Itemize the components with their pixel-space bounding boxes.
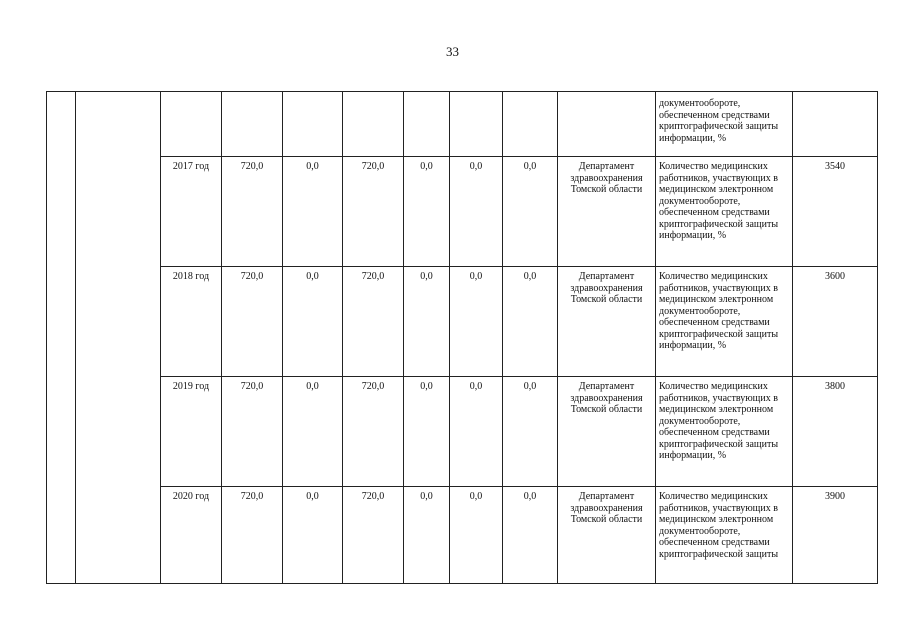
regional-cell: 720,0 — [343, 377, 404, 487]
local-cell: 0,0 — [404, 157, 450, 267]
indicator-cell: Количество медицинских работников, участвующих в медицинском электронном документообороте, обеспеченном средствами криптографической защиты информации, % — [656, 377, 793, 487]
total-cell: 720,0 — [222, 377, 283, 487]
total-cell: 720,0 — [222, 487, 283, 584]
table-row — [47, 267, 878, 377]
federal-cell: 0,0 — [283, 377, 343, 487]
activity-name-cell — [76, 92, 161, 584]
target-value-cell: 3540 — [793, 157, 878, 267]
total-cell: 720,0 — [222, 267, 283, 377]
program-table — [46, 91, 878, 584]
year-cell: 2020 год — [161, 487, 222, 584]
extra-cell: 0,0 — [450, 267, 503, 377]
target-value-cell: 3900 — [793, 487, 878, 584]
local-cell: 0,0 — [404, 487, 450, 584]
year-cell: 2017 год — [161, 157, 222, 267]
indicator-cell: документообороте, обеспеченном средствами криптографической защиты информации, % — [656, 92, 793, 157]
indicator-cell: Количество медицинских работников, участвующих в медицинском электронном документообороте, обеспеченном средствами криптографической защиты информации, % — [656, 157, 793, 267]
extra-cell: 0,0 — [450, 157, 503, 267]
number-cell — [47, 92, 76, 584]
federal-cell: 0,0 — [283, 487, 343, 584]
extra-cell: 0,0 — [450, 377, 503, 487]
table-row — [47, 377, 878, 487]
year-cell: 2018 год — [161, 267, 222, 377]
regional-cell: 720,0 — [343, 157, 404, 267]
local-cell: 0,0 — [404, 267, 450, 377]
department-cell: Департамент здравоохранения Томской области — [558, 377, 656, 487]
indicator-cell: Количество медицинских работников, участвующих в медицинском электронном документообороте, обеспеченном средствами криптографической защиты информации, % — [656, 267, 793, 377]
indicator-cell — [656, 487, 793, 584]
table-row — [47, 487, 878, 584]
federal-cell: 0,0 — [283, 267, 343, 377]
indicator-text: Количество медицинских работников, участвующих в медицинском электронном документообороте, обеспеченном средствами криптографической защиты — [659, 491, 779, 560]
year-cell: 2019 год — [161, 377, 222, 487]
extra-cell: 0,0 — [450, 487, 503, 584]
regional-cell: 720,0 — [343, 267, 404, 377]
total-cell: 720,0 — [222, 157, 283, 267]
other-cell: 0,0 — [503, 487, 558, 584]
page-number: 33 — [446, 44, 459, 59]
local-cell: 0,0 — [404, 377, 450, 487]
table-row — [47, 157, 878, 267]
department-cell: Департамент здравоохранения Томской области — [558, 157, 656, 267]
target-value-cell: 3800 — [793, 377, 878, 487]
department-cell: Департамент здравоохранения Томской области — [558, 267, 656, 377]
other-cell: 0,0 — [503, 267, 558, 377]
federal-cell: 0,0 — [283, 157, 343, 267]
table-row — [47, 92, 878, 157]
target-value-cell: 3600 — [793, 267, 878, 377]
other-cell: 0,0 — [503, 377, 558, 487]
department-cell: Департамент здравоохранения Томской области — [558, 487, 656, 584]
regional-cell: 720,0 — [343, 487, 404, 584]
other-cell: 0,0 — [503, 157, 558, 267]
